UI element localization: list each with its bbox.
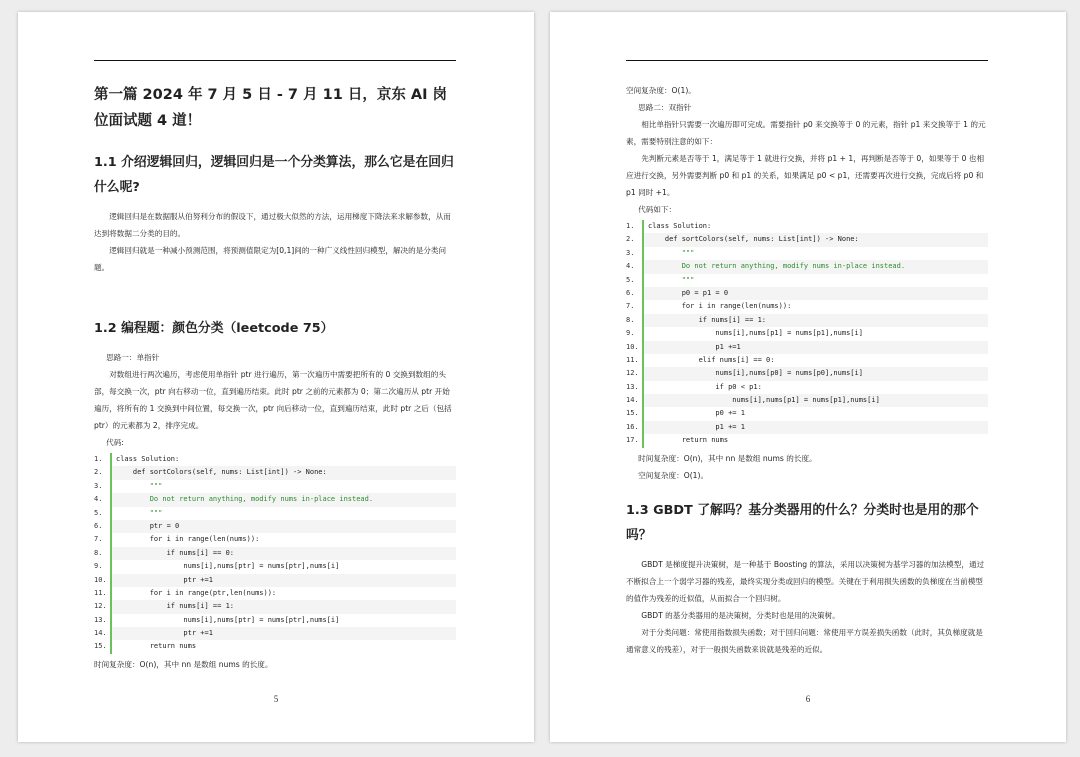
code-line [626, 354, 988, 367]
code-line [626, 247, 988, 260]
code-line [626, 274, 988, 287]
code-text: nums[i],nums[ptr] = nums[ptr],nums[i] [110, 560, 456, 573]
line-number: 7. [94, 535, 103, 544]
code-line [626, 233, 988, 246]
section-heading-1-2: 1.2 编程题：颜色分类（leetcode 75） [94, 321, 334, 336]
paragraph: 时间复杂度：O(n)，其中 nn 是数组 nums 的长度。 [638, 453, 817, 463]
line-number: 4. [94, 495, 103, 504]
code-line [626, 421, 988, 434]
line-number: 2. [94, 468, 103, 477]
paragraph: 思路二：双指针 [638, 103, 692, 112]
code-line [626, 300, 988, 313]
line-number: 3. [94, 481, 103, 490]
paragraph: 先判断元素是否等于 1，满足等于 1 就进行交换，并将 p1 + 1，再判断是否等于 0，如果等于 0 也相应进行交换，另外需要判断 p0 和 p1 的关系，如果满足 p0 < p1，还需要再次进行交换，完成后将 p0 和 p1 同时 +1。 [626, 154, 985, 197]
paragraph: 逻辑回归是在数据服从伯努利分布的假设下，通过极大似然的方法，运用梯度下降法来求解参数，从而达到将数据二分类的目的。 [94, 212, 451, 238]
code-text: for i in range(ptr,len(nums)): [110, 587, 456, 600]
paragraph: 空间复杂度：O(1)。 [626, 86, 696, 95]
paragraph: 对数组进行两次遍历，考虑使用单指针 ptr 进行遍历，第一次遍历中需要把所有的 0 交换到数组的头部，每交换一次，ptr 向右移动一位，直到遍历结束。此时 ptr 之前的元素都为 0；第二次遍历从 ptr 开始遍历，将所有的 1 交换到中间位置，每交换一次，ptr 向后移动一位，直到遍历结束，此时 ptr 之后（包括 ptr）的元素都为 2，排序完成。 [94, 370, 452, 430]
page-content [626, 82, 988, 658]
code-line [626, 434, 988, 447]
section-heading-1-1: 1.1 介绍逻辑回归，逻辑回归是一个分类算法，那么它是在回归什么呢? [94, 155, 454, 195]
line-number: 12. [626, 369, 639, 378]
code-line [626, 314, 988, 327]
code-text: if nums[i] == 1: [110, 600, 456, 613]
line-number: 5. [626, 275, 635, 284]
page-number: 6 [805, 694, 811, 704]
code-line [626, 220, 988, 233]
code-text: for i in range(len(nums)): [642, 300, 988, 313]
chapter-title: 第一篇 2024 年 7 月 5 日 - 7 月 11 日，京东 AI 岗位面试题 4 道！ [94, 87, 448, 129]
code-line [94, 520, 456, 533]
code-line [94, 507, 456, 520]
line-number: 10. [626, 342, 639, 351]
code-line [94, 614, 456, 627]
code-text: for i in range(len(nums)): [110, 533, 456, 546]
code-line [94, 587, 456, 600]
code-line [94, 574, 456, 587]
code-label: 代码: [106, 438, 124, 447]
line-number: 10. [94, 575, 107, 584]
line-number: 14. [626, 396, 639, 405]
paragraph: GBDT 的基分类器用的是决策树，分类时也是用的决策树。 [641, 610, 840, 620]
paragraph: 思路一：单指针 [106, 353, 160, 362]
code-text: if nums[i] == 1: [642, 314, 988, 327]
line-number: 16. [626, 422, 639, 431]
document-page-6 [550, 12, 1066, 742]
code-text: def sortColors(self, nums: List[int]) -> None: [642, 233, 988, 246]
code-line [626, 260, 988, 273]
code-text: Do not return anything, modify nums in-place instead. [110, 493, 456, 506]
line-number: 3. [626, 248, 635, 257]
line-number: 14. [94, 629, 107, 638]
code-line [626, 381, 988, 394]
code-line [94, 547, 456, 560]
code-text: class Solution: [642, 220, 988, 233]
line-number: 11. [626, 355, 639, 364]
document-page-5 [18, 12, 534, 742]
code-block [626, 220, 988, 448]
code-line [94, 493, 456, 506]
header-rule [94, 60, 456, 61]
code-text: """ [110, 480, 456, 493]
code-text: if nums[i] == 0: [110, 547, 456, 560]
code-block [94, 453, 456, 654]
code-line [94, 600, 456, 613]
paragraph: 逻辑回归就是一种减小预测范围，将预测值限定为[0,1]间的一种广义线性回归模型，解决的是分类问题。 [94, 246, 447, 272]
line-number: 6. [94, 521, 103, 530]
code-line [94, 640, 456, 653]
line-number: 13. [626, 382, 639, 391]
code-line [626, 394, 988, 407]
line-number: 12. [94, 602, 107, 611]
paragraph: 时间复杂度：O(n)，其中 nn 是数组 nums 的长度。 [94, 659, 273, 669]
line-number: 6. [626, 288, 635, 297]
code-line [626, 367, 988, 380]
line-number: 4. [626, 262, 635, 271]
code-text: elif nums[i] == 0: [642, 354, 988, 367]
code-text: return nums [110, 640, 456, 653]
code-line [626, 341, 988, 354]
code-line [94, 560, 456, 573]
page-content [94, 82, 456, 673]
line-number: 13. [94, 615, 107, 624]
line-number: 11. [94, 588, 107, 597]
code-text: nums[i],nums[p0] = nums[p0],nums[i] [642, 367, 988, 380]
code-text: class Solution: [110, 453, 456, 466]
code-text: p0 = p1 = 0 [642, 287, 988, 300]
line-number: 15. [626, 409, 639, 418]
paragraph: 相比单指针只需要一次遍历即可完成。需要指针 p0 来交换等于 0 的元素，指针 p1 来交换等于 1 的元素，需要特别注意的如下： [626, 120, 986, 146]
line-number: 5. [94, 508, 103, 517]
code-text: Do not return anything, modify nums in-place instead. [642, 260, 988, 273]
code-text: p1 +=1 [642, 341, 988, 354]
code-text: p0 += 1 [642, 407, 988, 420]
line-number: 2. [626, 235, 635, 244]
code-line [94, 627, 456, 640]
line-number: 8. [626, 315, 635, 324]
line-number: 9. [94, 562, 103, 571]
code-line [94, 533, 456, 546]
code-text: """ [642, 247, 988, 260]
code-text: return nums [642, 434, 988, 447]
code-line [94, 480, 456, 493]
header-rule [626, 60, 988, 61]
code-line [94, 466, 456, 479]
line-number: 7. [626, 302, 635, 311]
line-number: 1. [94, 455, 103, 463]
line-number: 8. [94, 548, 103, 557]
code-text: if p0 < p1: [642, 381, 988, 394]
code-text: ptr +=1 [110, 574, 456, 587]
code-text: """ [110, 507, 456, 520]
page-number: 5 [273, 694, 279, 704]
paragraph: 空间复杂度：O(1)。 [638, 470, 709, 480]
code-text: def sortColors(self, nums: List[int]) -> None: [110, 466, 456, 479]
section-heading-1-3: 1.3 GBDT 了解吗？基分类器用的什么？分类时也是用的那个吗？ [626, 502, 979, 543]
line-number: 1. [626, 222, 635, 230]
code-line [626, 327, 988, 340]
code-text: """ [642, 274, 988, 287]
code-text: ptr = 0 [110, 520, 456, 533]
code-text: p1 += 1 [642, 421, 988, 434]
code-text: ptr +=1 [110, 627, 456, 640]
code-line [626, 287, 988, 300]
code-label: 代码如下： [638, 205, 677, 214]
paragraph: GBDT 是梯度提升决策树，是一种基于 Boosting 的算法，采用以决策树为基学习器的加法模型，通过不断拟合上一个弱学习器的残差，最终实现分类或回归的模型。关键在于利用损失函数的负梯度在当前模型的值作为残差的近似值，从而拟合一个回归树。 [626, 559, 985, 603]
code-text: nums[i],nums[p1] = nums[p1],nums[i] [642, 394, 988, 407]
code-line [626, 407, 988, 420]
paragraph: 对于分类问题：常使用指数损失函数；对于回归问题：常使用平方误差损失函数（此时，其负梯度就是通常意义的残差），对于一般损失函数来说就是残差的近似。 [626, 627, 983, 654]
code-text: nums[i],nums[ptr] = nums[ptr],nums[i] [110, 614, 456, 627]
line-number: 9. [626, 329, 635, 338]
code-text: nums[i],nums[p1] = nums[p1],nums[i] [642, 327, 988, 340]
line-number: 17. [626, 436, 639, 445]
code-line [94, 453, 456, 466]
line-number: 15. [94, 642, 107, 651]
